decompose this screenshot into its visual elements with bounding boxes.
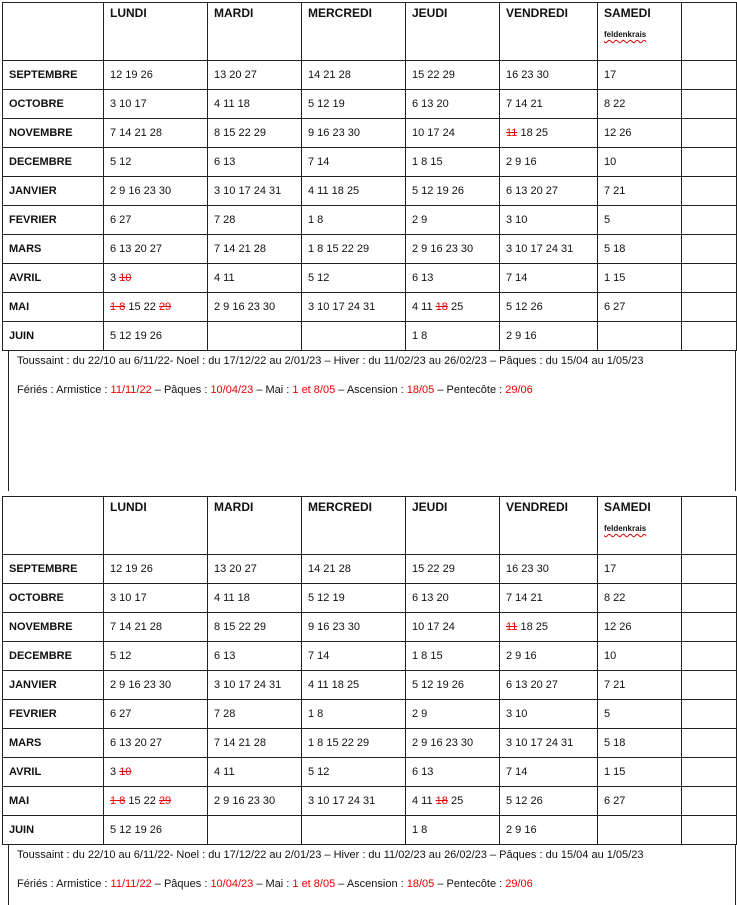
cancelled-date: 10 bbox=[119, 766, 132, 778]
dates-cell: 15 22 29 bbox=[406, 61, 500, 90]
dates-cell bbox=[682, 613, 737, 642]
dates-cell: 1 8 bbox=[406, 322, 500, 351]
dates-cell: 5 12 bbox=[302, 758, 406, 787]
holiday-label: – Mai : bbox=[253, 878, 293, 890]
dates-cell bbox=[406, 293, 500, 322]
dates-cell: 4 11 18 25 bbox=[302, 177, 406, 206]
dates-cell: 6 13 20 27 bbox=[500, 177, 598, 206]
dates-cell bbox=[682, 61, 737, 90]
dates-cell: 5 18 bbox=[598, 729, 682, 758]
day-header: JEUDI bbox=[406, 3, 500, 61]
dates-cell: 8 22 bbox=[598, 584, 682, 613]
dates-cell bbox=[682, 206, 737, 235]
dates-cell: 12 19 26 bbox=[104, 555, 208, 584]
dates-cell: 3 10 17 24 31 bbox=[302, 787, 406, 816]
dates-cell: 5 12 26 bbox=[500, 787, 598, 816]
dates-cell: 2 9 16 23 30 bbox=[208, 787, 302, 816]
dates-cell: 7 21 bbox=[598, 177, 682, 206]
dates-cell: 6 13 20 27 bbox=[500, 671, 598, 700]
feries-text bbox=[17, 383, 735, 397]
cancelled-date: 10 bbox=[119, 272, 132, 284]
day-header: MARDI bbox=[208, 3, 302, 61]
dates-cell: 1 8 15 22 29 bbox=[302, 729, 406, 758]
header-row bbox=[3, 3, 737, 61]
date-text: 4 11 bbox=[412, 301, 436, 313]
dates-cell: 5 bbox=[598, 700, 682, 729]
day-header bbox=[3, 497, 104, 555]
dates-cell: 1 8 bbox=[302, 700, 406, 729]
cancelled-date: 1 8 bbox=[110, 301, 126, 313]
month-label: OCTOBRE bbox=[3, 584, 104, 613]
dates-cell: 1 15 bbox=[598, 758, 682, 787]
dates-cell: 3 10 17 24 31 bbox=[208, 177, 302, 206]
month-label: JUIN bbox=[3, 322, 104, 351]
vacances-text: Toussaint : du 22/10 au 6/11/22- Noel : du 17/12/22 au 2/01/23 – Hiver : du 11/02/23 au 26/02/23 – Pâques : du 15/04 au 1/05/23 bbox=[17, 355, 644, 367]
holiday-label: – Pâques : bbox=[151, 878, 211, 890]
dates-cell bbox=[682, 148, 737, 177]
dates-cell: 7 14 21 28 bbox=[104, 613, 208, 642]
dates-cell: 17 bbox=[598, 555, 682, 584]
holiday-label: – Pentecôte : bbox=[434, 384, 506, 396]
feldenkrais-note: feldenkrais bbox=[604, 30, 647, 39]
date-text: 15 22 bbox=[125, 301, 159, 313]
holiday-date: 11/11/22 bbox=[110, 384, 152, 396]
holiday-notes-1 bbox=[8, 351, 736, 491]
holiday-label: – Pâques : bbox=[151, 384, 211, 396]
dates-cell: 6 13 20 bbox=[406, 584, 500, 613]
month-label: FEVRIER bbox=[3, 700, 104, 729]
dates-cell: 6 27 bbox=[598, 787, 682, 816]
month-row bbox=[3, 322, 737, 351]
holiday-date: 10/04/23 bbox=[210, 878, 254, 890]
dates-cell: 12 19 26 bbox=[104, 61, 208, 90]
dates-cell: 6 13 20 bbox=[406, 90, 500, 119]
month-label: FEVRIER bbox=[3, 206, 104, 235]
day-header: MARDI bbox=[208, 497, 302, 555]
month-label: NOVEMBRE bbox=[3, 613, 104, 642]
dates-cell bbox=[682, 584, 737, 613]
dates-cell: 14 21 28 bbox=[302, 61, 406, 90]
dates-cell: 2 9 16 bbox=[500, 322, 598, 351]
month-row bbox=[3, 787, 737, 816]
dates-cell: 2 9 16 bbox=[500, 642, 598, 671]
dates-cell bbox=[598, 816, 682, 845]
dates-cell bbox=[682, 758, 737, 787]
dates-cell: 7 14 bbox=[500, 264, 598, 293]
dates-cell: 16 23 30 bbox=[500, 555, 598, 584]
date-text: 18 25 bbox=[517, 127, 549, 139]
dates-cell: 2 9 16 23 30 bbox=[208, 293, 302, 322]
header-row bbox=[3, 497, 737, 555]
dates-cell bbox=[500, 613, 598, 642]
dates-cell: 6 13 20 27 bbox=[104, 235, 208, 264]
dates-cell: 8 22 bbox=[598, 90, 682, 119]
day-header: VENDREDI bbox=[500, 497, 598, 555]
dates-cell: 3 10 17 24 31 bbox=[302, 293, 406, 322]
dates-cell bbox=[682, 787, 737, 816]
holiday-label: – Pentecôte : bbox=[434, 878, 506, 890]
dates-cell: 2 9 16 23 30 bbox=[406, 729, 500, 758]
month-label: SEPTEMBRE bbox=[3, 555, 104, 584]
dates-cell: 1 8 15 22 29 bbox=[302, 235, 406, 264]
day-header: SAMEDI feldenkrais bbox=[598, 497, 682, 555]
dates-cell: 2 9 16 23 30 bbox=[406, 235, 500, 264]
dates-cell: 3 10 17 24 31 bbox=[500, 235, 598, 264]
month-label: OCTOBRE bbox=[3, 90, 104, 119]
month-label: JANVIER bbox=[3, 177, 104, 206]
dates-cell bbox=[104, 787, 208, 816]
dates-cell: 2 9 16 bbox=[500, 816, 598, 845]
month-row bbox=[3, 148, 737, 177]
dates-cell: 6 27 bbox=[598, 293, 682, 322]
dates-cell: 12 26 bbox=[598, 613, 682, 642]
month-label: JANVIER bbox=[3, 671, 104, 700]
dates-cell: 8 15 22 29 bbox=[208, 613, 302, 642]
dates-cell: 2 9 bbox=[406, 206, 500, 235]
dates-cell: 1 8 15 bbox=[406, 642, 500, 671]
dates-cell: 7 14 bbox=[500, 758, 598, 787]
holiday-date: 11/11/22 bbox=[110, 878, 152, 890]
dates-cell: 5 18 bbox=[598, 235, 682, 264]
dates-cell bbox=[104, 264, 208, 293]
dates-cell: 3 10 17 bbox=[104, 584, 208, 613]
dates-cell bbox=[682, 177, 737, 206]
dates-cell: 3 10 bbox=[500, 206, 598, 235]
month-label: MARS bbox=[3, 235, 104, 264]
dates-cell: 13 20 27 bbox=[208, 61, 302, 90]
dates-cell bbox=[682, 642, 737, 671]
date-text: 18 25 bbox=[517, 621, 549, 633]
dates-cell bbox=[682, 235, 737, 264]
dates-cell: 7 14 bbox=[302, 642, 406, 671]
dates-cell: 5 12 19 26 bbox=[104, 816, 208, 845]
dates-cell bbox=[682, 264, 737, 293]
dates-cell: 14 21 28 bbox=[302, 555, 406, 584]
month-label: SEPTEMBRE bbox=[3, 61, 104, 90]
dates-cell: 5 12 19 bbox=[302, 90, 406, 119]
dates-cell: 1 8 bbox=[302, 206, 406, 235]
month-row bbox=[3, 177, 737, 206]
dates-cell bbox=[302, 322, 406, 351]
dates-cell: 6 27 bbox=[104, 700, 208, 729]
dates-cell: 7 28 bbox=[208, 700, 302, 729]
date-text: 3 bbox=[110, 272, 120, 284]
dates-cell: 3 10 17 24 31 bbox=[208, 671, 302, 700]
dates-cell: 10 bbox=[598, 642, 682, 671]
month-row bbox=[3, 671, 737, 700]
dates-cell: 7 14 21 28 bbox=[104, 119, 208, 148]
holiday-label: – Mai : bbox=[253, 384, 293, 396]
holiday-date: 18/05 bbox=[406, 384, 435, 396]
day-header bbox=[682, 3, 737, 61]
dates-cell: 7 21 bbox=[598, 671, 682, 700]
dates-cell: 5 12 19 26 bbox=[406, 671, 500, 700]
dates-cell: 3 10 17 24 31 bbox=[500, 729, 598, 758]
dates-cell: 6 13 bbox=[406, 264, 500, 293]
dates-cell bbox=[208, 322, 302, 351]
cancelled-date: 11 bbox=[506, 127, 518, 139]
month-row bbox=[3, 584, 737, 613]
month-row bbox=[3, 61, 737, 90]
month-row bbox=[3, 700, 737, 729]
cancelled-date: 29 bbox=[158, 795, 172, 807]
dates-cell bbox=[682, 729, 737, 758]
dates-cell bbox=[208, 816, 302, 845]
vacances-text: Toussaint : du 22/10 au 6/11/22- Noel : du 17/12/22 au 2/01/23 – Hiver : du 11/02/23 au 26/02/23 – Pâques : du 15/04 au 1/05/23 bbox=[17, 849, 644, 861]
dates-cell: 10 17 24 bbox=[406, 119, 500, 148]
dates-cell: 2 9 bbox=[406, 700, 500, 729]
dates-cell: 7 28 bbox=[208, 206, 302, 235]
month-label: DECEMBRE bbox=[3, 148, 104, 177]
feldenkrais-note: feldenkrais bbox=[604, 524, 647, 533]
dates-cell: 2 9 16 23 30 bbox=[104, 671, 208, 700]
dates-cell: 5 12 bbox=[104, 148, 208, 177]
month-row bbox=[3, 264, 737, 293]
day-header bbox=[3, 3, 104, 61]
month-label: DECEMBRE bbox=[3, 642, 104, 671]
dates-cell: 8 15 22 29 bbox=[208, 119, 302, 148]
dates-cell bbox=[682, 322, 737, 351]
day-header: MERCREDI bbox=[302, 3, 406, 61]
dates-cell: 2 9 16 bbox=[500, 148, 598, 177]
month-label: JUIN bbox=[3, 816, 104, 845]
feries-text bbox=[17, 877, 735, 891]
month-row bbox=[3, 642, 737, 671]
dates-cell: 2 9 16 23 30 bbox=[104, 177, 208, 206]
dates-cell: 1 15 bbox=[598, 264, 682, 293]
dates-cell: 4 11 bbox=[208, 758, 302, 787]
dates-cell: 3 10 17 bbox=[104, 90, 208, 119]
month-label: MARS bbox=[3, 729, 104, 758]
month-label: NOVEMBRE bbox=[3, 119, 104, 148]
dates-cell: 17 bbox=[598, 61, 682, 90]
day-header bbox=[682, 497, 737, 555]
dates-cell: 13 20 27 bbox=[208, 555, 302, 584]
dates-cell: 12 26 bbox=[598, 119, 682, 148]
cancelled-date: 29 bbox=[158, 301, 172, 313]
holiday-date: 18/05 bbox=[406, 878, 435, 890]
month-row bbox=[3, 235, 737, 264]
dates-cell: 15 22 29 bbox=[406, 555, 500, 584]
dates-cell bbox=[682, 119, 737, 148]
day-header: LUNDI bbox=[104, 3, 208, 61]
holiday-label: Fériés : Armistice : bbox=[17, 878, 111, 890]
dates-cell bbox=[598, 322, 682, 351]
dates-cell: 1 8 15 bbox=[406, 148, 500, 177]
dates-cell bbox=[302, 816, 406, 845]
dates-cell: 5 12 26 bbox=[500, 293, 598, 322]
holiday-date: 1 et 8/05 bbox=[292, 878, 336, 890]
schedule-table-2 bbox=[2, 496, 737, 845]
holiday-notes-2 bbox=[8, 845, 736, 905]
month-row bbox=[3, 90, 737, 119]
holiday-date: 29/06 bbox=[505, 384, 533, 396]
holiday-date: 10/04/23 bbox=[210, 384, 254, 396]
holiday-date: 29/06 bbox=[505, 878, 533, 890]
month-row bbox=[3, 729, 737, 758]
month-row bbox=[3, 613, 737, 642]
day-header: JEUDI bbox=[406, 497, 500, 555]
dates-cell: 5 12 19 26 bbox=[104, 322, 208, 351]
dates-cell bbox=[682, 90, 737, 119]
cancelled-date: 1 8 bbox=[110, 795, 126, 807]
dates-cell: 9 16 23 30 bbox=[302, 613, 406, 642]
date-text: 4 11 bbox=[412, 795, 436, 807]
dates-cell: 5 bbox=[598, 206, 682, 235]
holiday-label: Fériés : Armistice : bbox=[17, 384, 111, 396]
cancelled-date: 18 bbox=[435, 795, 448, 807]
dates-cell: 3 10 bbox=[500, 700, 598, 729]
dates-cell: 10 17 24 bbox=[406, 613, 500, 642]
date-text: 15 22 bbox=[125, 795, 159, 807]
dates-cell: 6 13 20 27 bbox=[104, 729, 208, 758]
dates-cell: 4 11 18 bbox=[208, 90, 302, 119]
dates-cell: 1 8 bbox=[406, 816, 500, 845]
dates-cell: 6 13 bbox=[406, 758, 500, 787]
day-header: SAMEDI feldenkrais bbox=[598, 3, 682, 61]
cancelled-date: 11 bbox=[506, 621, 518, 633]
cancelled-date: 18 bbox=[435, 301, 448, 313]
dates-cell bbox=[500, 119, 598, 148]
dates-cell: 16 23 30 bbox=[500, 61, 598, 90]
calendar-block-1 bbox=[2, 2, 736, 491]
holiday-label: – Ascension : bbox=[335, 384, 407, 396]
dates-cell: 7 14 21 bbox=[500, 584, 598, 613]
calendar-block-2 bbox=[2, 496, 736, 905]
dates-cell bbox=[104, 293, 208, 322]
dates-cell: 9 16 23 30 bbox=[302, 119, 406, 148]
dates-cell: 6 27 bbox=[104, 206, 208, 235]
dates-cell bbox=[682, 555, 737, 584]
month-label: AVRIL bbox=[3, 264, 104, 293]
holiday-label: – Ascension : bbox=[335, 878, 407, 890]
month-row bbox=[3, 206, 737, 235]
month-row bbox=[3, 758, 737, 787]
dates-cell: 4 11 bbox=[208, 264, 302, 293]
dates-cell: 5 12 19 26 bbox=[406, 177, 500, 206]
month-row bbox=[3, 293, 737, 322]
dates-cell bbox=[682, 816, 737, 845]
dates-cell: 7 14 21 bbox=[500, 90, 598, 119]
dates-cell: 5 12 bbox=[104, 642, 208, 671]
dates-cell bbox=[682, 671, 737, 700]
dates-cell: 4 11 18 bbox=[208, 584, 302, 613]
dates-cell bbox=[682, 293, 737, 322]
day-header: LUNDI bbox=[104, 497, 208, 555]
dates-cell: 7 14 21 28 bbox=[208, 235, 302, 264]
dates-cell bbox=[682, 700, 737, 729]
month-row bbox=[3, 119, 737, 148]
month-label: MAI bbox=[3, 787, 104, 816]
dates-cell: 7 14 bbox=[302, 148, 406, 177]
month-label: MAI bbox=[3, 293, 104, 322]
dates-cell: 6 13 bbox=[208, 642, 302, 671]
month-row bbox=[3, 816, 737, 845]
dates-cell: 7 14 21 28 bbox=[208, 729, 302, 758]
dates-cell: 5 12 19 bbox=[302, 584, 406, 613]
dates-cell bbox=[104, 758, 208, 787]
schedule-table-1 bbox=[2, 2, 737, 351]
day-header: MERCREDI bbox=[302, 497, 406, 555]
month-label: AVRIL bbox=[3, 758, 104, 787]
dates-cell bbox=[406, 787, 500, 816]
date-text: 25 bbox=[447, 795, 464, 807]
dates-cell: 5 12 bbox=[302, 264, 406, 293]
dates-cell: 6 13 bbox=[208, 148, 302, 177]
dates-cell: 4 11 18 25 bbox=[302, 671, 406, 700]
date-text: 3 bbox=[110, 766, 120, 778]
dates-cell: 10 bbox=[598, 148, 682, 177]
month-row bbox=[3, 555, 737, 584]
day-header: VENDREDI bbox=[500, 3, 598, 61]
date-text: 25 bbox=[447, 301, 464, 313]
holiday-date: 1 et 8/05 bbox=[292, 384, 336, 396]
